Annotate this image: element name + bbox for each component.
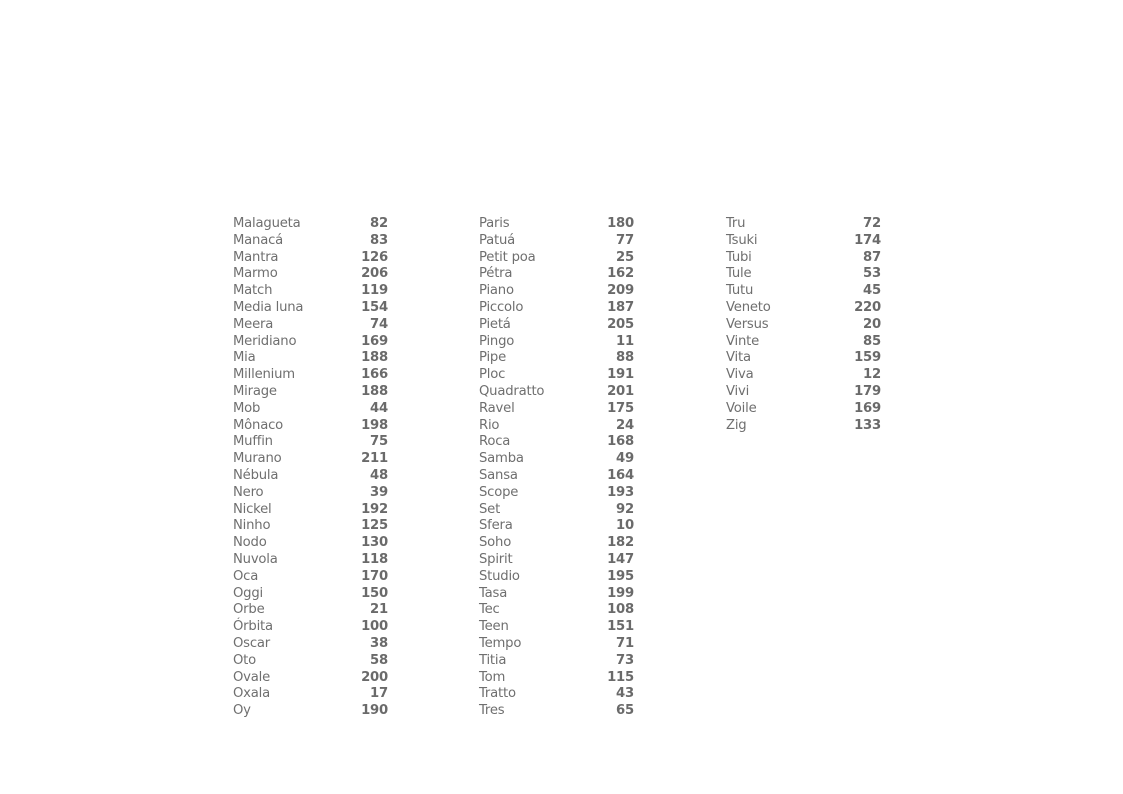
entry-name: Nuvola: [233, 551, 278, 567]
entry-name: Piccolo: [479, 299, 524, 315]
entry-page-number: 87: [863, 249, 881, 265]
entry-name: Millenium: [233, 367, 295, 383]
entry-page-number: 11: [616, 333, 634, 349]
entry-name: Pingo: [479, 333, 515, 349]
index-column-3: [726, 216, 881, 434]
entry-page-number: 188: [361, 350, 388, 366]
entry-name: Match: [233, 283, 273, 299]
entry-name: Studio: [479, 568, 520, 584]
entry-page-number: 209: [607, 283, 634, 299]
index-entry: [233, 451, 388, 468]
entry-name: Rio: [479, 417, 500, 433]
entry-page-number: 100: [361, 619, 388, 635]
entry-page-number: 119: [361, 283, 388, 299]
entry-name: Oxala: [233, 686, 271, 702]
entry-name: Ovale: [233, 669, 271, 685]
entry-page-number: 166: [361, 367, 388, 383]
index-entry: [233, 384, 388, 401]
index-entry: [233, 569, 388, 586]
index-column-2: [479, 216, 634, 720]
entry-page-number: 88: [616, 350, 634, 366]
entry-page-number: 118: [361, 551, 388, 567]
entry-name: Set: [479, 501, 501, 517]
entry-name: Viva: [726, 367, 754, 383]
entry-page-number: 168: [607, 434, 634, 450]
index-entry: [233, 653, 388, 670]
entry-name: Tres: [479, 703, 505, 719]
index-entry: [726, 233, 881, 250]
entry-name: Soho: [479, 535, 512, 551]
entry-name: Scope: [479, 484, 519, 500]
entry-name: Malagueta: [233, 216, 301, 231]
entry-name: Muffin: [233, 434, 273, 450]
entry-page-number: 71: [616, 635, 634, 651]
index-entry: [479, 569, 634, 586]
index-entry: [233, 535, 388, 552]
entry-page-number: 73: [616, 652, 634, 668]
entry-name: Ploc: [479, 367, 506, 383]
index-entry: [233, 518, 388, 535]
entry-page-number: 179: [854, 383, 881, 399]
entry-name: Mirage: [233, 383, 277, 399]
entry-page-number: 43: [616, 686, 634, 702]
index-entry: [479, 384, 634, 401]
entry-page-number: 83: [370, 232, 388, 248]
entry-page-number: 45: [863, 283, 881, 299]
entry-name: Órbita: [233, 619, 273, 635]
index-entry: [233, 317, 388, 334]
entry-name: Tule: [726, 266, 752, 282]
index-entry: [479, 451, 634, 468]
index-entry: [233, 468, 388, 485]
entry-page-number: 82: [370, 216, 388, 231]
index-entry: [233, 586, 388, 603]
entry-page-number: 151: [607, 619, 634, 635]
entry-name: Tasa: [479, 585, 508, 601]
index-entry: [726, 367, 881, 384]
entry-page-number: 201: [607, 383, 634, 399]
entry-name: Tsuki: [726, 232, 758, 248]
entry-page-number: 48: [370, 467, 388, 483]
index-entry: [233, 283, 388, 300]
entry-page-number: 174: [854, 232, 881, 248]
index-entry: [233, 485, 388, 502]
index-entry: [233, 350, 388, 367]
index-entry: [479, 502, 634, 519]
entry-name: Vivi: [726, 383, 750, 399]
entry-page-number: 205: [607, 316, 634, 332]
entry-name: Murano: [233, 451, 282, 467]
entry-page-number: 130: [361, 535, 388, 551]
entry-page-number: 193: [607, 484, 634, 500]
index-entry: [233, 300, 388, 317]
entry-name: Oca: [233, 568, 259, 584]
entry-name: Nébula: [233, 467, 279, 483]
entry-name: Sansa: [479, 467, 518, 483]
entry-page-number: 133: [854, 417, 881, 433]
entry-name: Marmo: [233, 266, 278, 282]
index-entry: [479, 602, 634, 619]
index-entry: [726, 401, 881, 418]
entry-name: Pétra: [479, 266, 513, 282]
index-entry: [726, 350, 881, 367]
index-entry: [233, 686, 388, 703]
entry-name: Tutu: [726, 283, 754, 299]
entry-name: Pipe: [479, 350, 507, 366]
index-entry: [233, 250, 388, 267]
index-entry: [479, 334, 634, 351]
entry-page-number: 25: [616, 249, 634, 265]
entry-name: Nickel: [233, 501, 272, 517]
index-entry: [479, 518, 634, 535]
entry-name: Ravel: [479, 400, 515, 416]
entry-name: Versus: [726, 316, 769, 332]
entry-page-number: 38: [370, 635, 388, 651]
index-entry: [233, 619, 388, 636]
index-entry: [479, 300, 634, 317]
entry-name: Titia: [479, 652, 507, 668]
index-entry: [233, 216, 388, 233]
entry-name: Petit poa: [479, 249, 536, 265]
entry-page-number: 180: [607, 216, 634, 231]
index-entry: [233, 266, 388, 283]
entry-name: Media luna: [233, 299, 304, 315]
index-entry: [233, 233, 388, 250]
entry-page-number: 162: [607, 266, 634, 282]
entry-name: Samba: [479, 451, 524, 467]
index-entry: [479, 266, 634, 283]
entry-page-number: 169: [854, 400, 881, 416]
index-entry: [726, 418, 881, 435]
index-entry: [233, 334, 388, 351]
index-entry: [479, 418, 634, 435]
entry-page-number: 147: [607, 551, 634, 567]
entry-name: Tratto: [479, 686, 516, 702]
entry-page-number: 125: [361, 518, 388, 534]
entry-page-number: 75: [370, 434, 388, 450]
index-entry: [479, 350, 634, 367]
entry-page-number: 12: [863, 367, 881, 383]
entry-page-number: 220: [854, 299, 881, 315]
entry-name: Oggi: [233, 585, 263, 601]
entry-page-number: 159: [854, 350, 881, 366]
entry-name: Nodo: [233, 535, 267, 551]
entry-name: Paris: [479, 216, 510, 231]
index-entry: [479, 619, 634, 636]
index-entry: [479, 367, 634, 384]
entry-name: Teen: [479, 619, 509, 635]
entry-name: Oy: [233, 703, 251, 719]
entry-page-number: 65: [616, 703, 634, 719]
entry-page-number: 77: [616, 232, 634, 248]
entry-name: Meera: [233, 316, 274, 332]
entry-page-number: 169: [361, 333, 388, 349]
index-entry: [726, 300, 881, 317]
index-entry: [479, 636, 634, 653]
entry-page-number: 175: [607, 400, 634, 416]
entry-page-number: 39: [370, 484, 388, 500]
entry-page-number: 92: [616, 501, 634, 517]
entry-page-number: 187: [607, 299, 634, 315]
index-entry: [479, 653, 634, 670]
entry-name: Patuá: [479, 232, 516, 248]
entry-name: Quadratto: [479, 383, 545, 399]
entry-name: Ninho: [233, 518, 271, 534]
entry-name: Mob: [233, 400, 261, 416]
index-entry: [726, 334, 881, 351]
index-entry: [479, 216, 634, 233]
entry-page-number: 53: [863, 266, 881, 282]
entry-page-number: 58: [370, 652, 388, 668]
entry-name: Oscar: [233, 635, 271, 651]
index-entry: [479, 485, 634, 502]
entry-page-number: 192: [361, 501, 388, 517]
index-entry: [479, 703, 634, 720]
index-entry: [233, 602, 388, 619]
entry-name: Roca: [479, 434, 511, 450]
index-entry: [233, 401, 388, 418]
entry-name: Vita: [726, 350, 751, 366]
entry-page-number: 21: [370, 602, 388, 618]
entry-name: Tru: [726, 216, 746, 231]
index-entry: [233, 502, 388, 519]
entry-page-number: 191: [607, 367, 634, 383]
index-entry: [726, 384, 881, 401]
entry-page-number: 17: [370, 686, 388, 702]
entry-page-number: 24: [616, 417, 634, 433]
entry-name: Tom: [479, 669, 506, 685]
index-entry: [233, 367, 388, 384]
entry-name: Spirit: [479, 551, 513, 567]
index-entry: [479, 552, 634, 569]
entry-page-number: 10: [616, 518, 634, 534]
index-column-1: [233, 216, 388, 720]
entry-page-number: 206: [361, 266, 388, 282]
index-entry: [233, 670, 388, 687]
entry-page-number: 44: [370, 400, 388, 416]
entry-name: Piano: [479, 283, 514, 299]
index-entry: [233, 418, 388, 435]
entry-name: Tubi: [726, 249, 752, 265]
index-entry: [479, 670, 634, 687]
index-entry: [479, 283, 634, 300]
entry-page-number: 126: [361, 249, 388, 265]
entry-name: Sfera: [479, 518, 513, 534]
entry-page-number: 150: [361, 585, 388, 601]
entry-name: Nero: [233, 484, 264, 500]
entry-name: Meridiano: [233, 333, 297, 349]
index-entry: [726, 216, 881, 233]
entry-page-number: 211: [361, 451, 388, 467]
index-entry: [479, 250, 634, 267]
entry-name: Pietá: [479, 316, 511, 332]
entry-page-number: 182: [607, 535, 634, 551]
index-entry: [479, 686, 634, 703]
entry-page-number: 154: [361, 299, 388, 315]
index-entry: [479, 317, 634, 334]
entry-page-number: 74: [370, 316, 388, 332]
index-entry: [233, 703, 388, 720]
entry-page-number: 49: [616, 451, 634, 467]
entry-page-number: 170: [361, 568, 388, 584]
index-entry: [479, 401, 634, 418]
index-entry: [233, 434, 388, 451]
entry-page-number: 190: [361, 703, 388, 719]
entry-page-number: 115: [607, 669, 634, 685]
entry-name: Mia: [233, 350, 256, 366]
entry-page-number: 198: [361, 417, 388, 433]
entry-page-number: 164: [607, 467, 634, 483]
entry-page-number: 108: [607, 602, 634, 618]
index-entry: [726, 317, 881, 334]
entry-page-number: 72: [863, 216, 881, 231]
index-entry: [726, 250, 881, 267]
entry-name: Veneto: [726, 299, 771, 315]
entry-page-number: 199: [607, 585, 634, 601]
entry-page-number: 195: [607, 568, 634, 584]
entry-name: Oto: [233, 652, 257, 668]
entry-page-number: 200: [361, 669, 388, 685]
entry-name: Orbe: [233, 602, 265, 618]
entry-name: Manacá: [233, 232, 284, 248]
entry-name: Tempo: [479, 635, 522, 651]
entry-name: Vinte: [726, 333, 760, 349]
index-entry: [233, 552, 388, 569]
entry-page-number: 20: [863, 316, 881, 332]
index-entry: [726, 283, 881, 300]
entry-name: Mantra: [233, 249, 279, 265]
index-entry: [233, 636, 388, 653]
entry-name: Mônaco: [233, 417, 284, 433]
index-entry: [726, 266, 881, 283]
index-entry: [479, 586, 634, 603]
entry-name: Voile: [726, 400, 757, 416]
index-entry: [479, 434, 634, 451]
index-entry: [479, 233, 634, 250]
entry-page-number: 85: [863, 333, 881, 349]
index-entry: [479, 468, 634, 485]
index-entry: [479, 535, 634, 552]
entry-page-number: 188: [361, 383, 388, 399]
entry-name: Zig: [726, 417, 747, 433]
entry-name: Tec: [479, 602, 500, 618]
